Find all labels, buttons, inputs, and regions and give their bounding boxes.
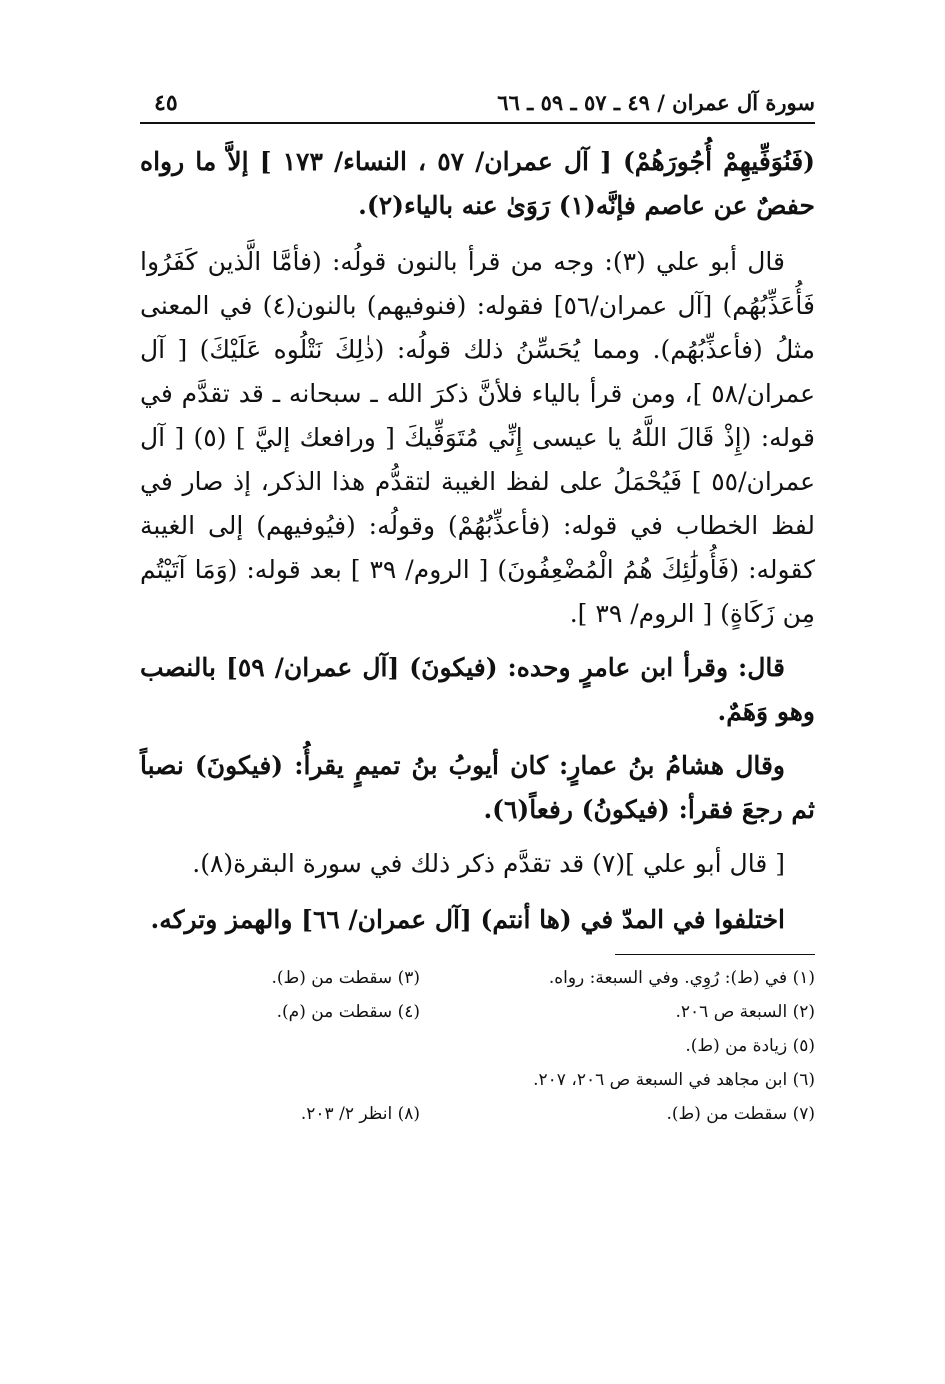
footnote-divider [615,954,815,955]
footnote-2: (٢) السبعة ص ٢٠٦. [675,1002,815,1022]
running-title: سورة آل عمران / ٤٩ ـ ٥٧ ـ ٥٩ ـ ٦٦ [497,90,815,115]
paragraph-reading-note: (فَنُوَفِّيهِمْ أُجُورَهُمْ) [ آل عمران/ ٥٧ ، النساء/ ١٧٣ ] إلاَّ ما رواه حفصٌ عن عاصم فإنَّه(١) رَوَىٰ عنه بالياء(٢). [140,147,816,220]
footnote-6: (٦) ابن مجاهد في السبعة ص ٢٠٦، ٢٠٧. [533,1070,815,1090]
footnotes [140,961,815,1131]
paragraph-abu-ali-note: [ قال أبو علي ](٧) قد تقدَّم ذكر ذلك في سورة البقرة(٨). [192,849,785,878]
footnote-row [140,995,815,1029]
paragraph-ha-antum-dispute: اختلفوا في المدّ في (ها أنتم) [آل عمران/ ٦٦] والهمز وتركه. [150,905,785,934]
paragraph-hisham-reading: وقال هشامُ بنُ عمارٍ: كان أيوبُ بنُ تميمٍ يقرأُ: (فيكونَ) نصباً ثم رجعَ فقرأ: (فيكونُ) رفعاً(٦). [140,751,815,824]
footnote-5: (٥) زيادة من (ط). [685,1036,815,1056]
footnote-row [140,1097,815,1131]
footnote-7: (٧) سقطت من (ط). [666,1104,815,1124]
footnote-4: (٤) سقطت من (م). [276,1002,420,1022]
footnote-3: (٣) سقطت من (ط). [271,968,420,988]
paragraph-abu-ali-commentary: قال أبو علي (٣): وجه من قرأ بالنون قولُه: (فأمَّا الَّذين كَفَرُوا فَأُعَذِّبُهُم) [آل عمران/٥٦] فقوله: (فنوفيهم) بالنون(٤) في المعنى مثلُ (فأعذِّبُهُم). ومما يُحَسِّنُ ذلك قولُه: (ذٰلِكَ نَتْلُوه عَلَيْكَ) [ آل عمران/٥٨ ]، ومن قرأ بالياء فلأنَّ ذكرَ الله ـ سبحانه ـ قد تقدَّم في قوله: (إِذْ قَالَ اللَّهُ يا عيسى إِنِّي مُتَوَفِّيكَ [ ورافعك إليَّ ] (٥) [ آل عمران/٥٥ ] فَيُحْمَلُ على لفظ الغيبة لتقدُّم هذا الذكر، إذ صار في لفظ الخطاب في قوله: (فأعذِّبُهُمْ) وقولُه: (فيُوفيهم) إلى الغيبة كقوله: (فَأُولَٰئِكَ هُمُ الْمُضْعِفُونَ) [ الروم/ ٣٩ ] بعد قوله: (وَمَا آتَيْتُم مِن زَكَاةٍ) [ الروم/ ٣٩ ]. [140,247,816,628]
book-page [140,88,815,1131]
page-header [140,88,815,124]
footnote-row [140,961,815,995]
paragraph-ibn-amir-reading: قال: وقرأ ابن عامرٍ وحده: (فيكونَ) [آل عمران/ ٥٩] بالنصب وهو وَهَمٌ. [140,653,815,726]
footnote-1: (١) في (ط): رُوِي. وفي السبعة: رواه. [548,968,815,988]
page-number: ٤٥ [154,90,178,116]
footnote-8: (٨) انظر ٢/ ٢٠٣. [300,1104,420,1124]
